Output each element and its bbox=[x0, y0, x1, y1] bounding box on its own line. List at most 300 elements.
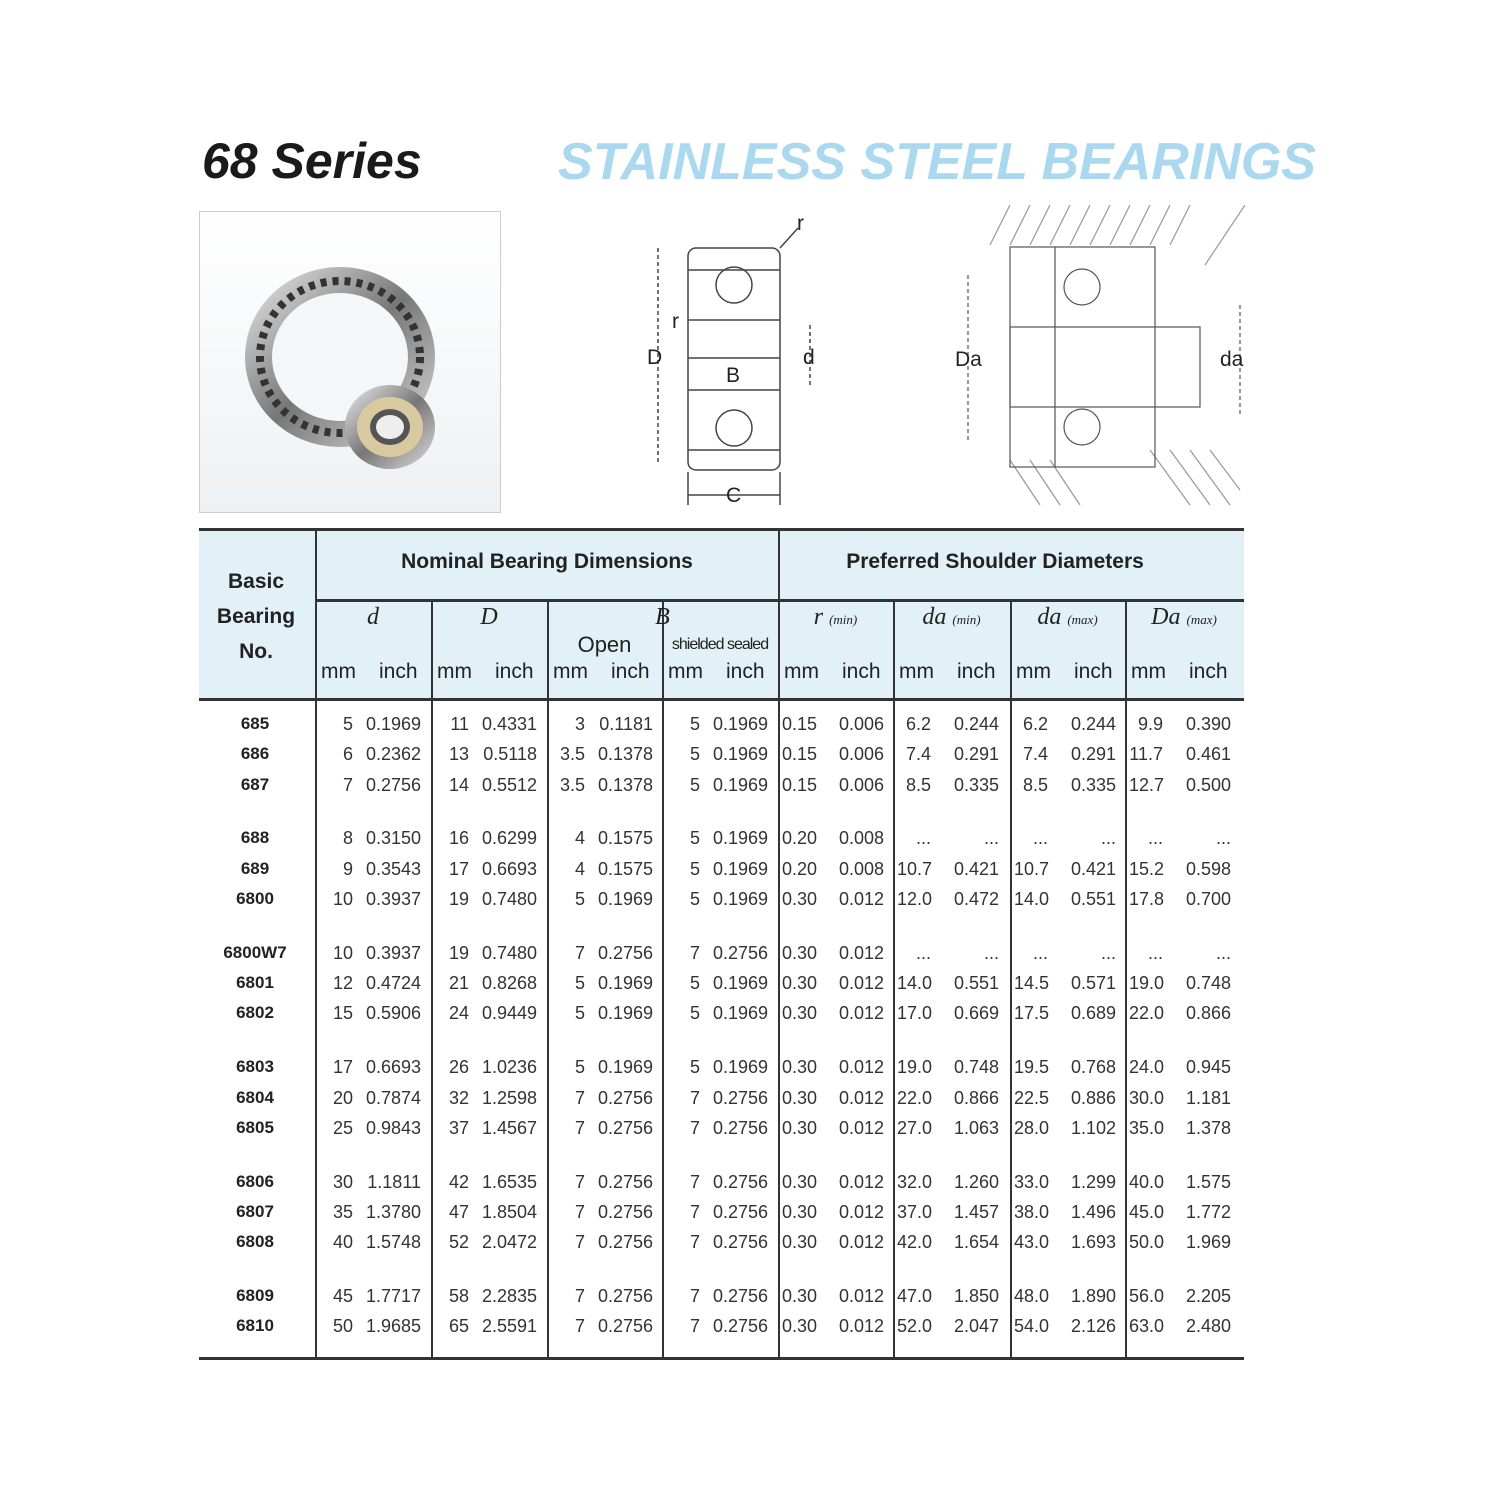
mm-value: 8.5 bbox=[905, 774, 931, 795]
symbol: r bbox=[813, 604, 824, 630]
mm-value: 5 bbox=[342, 714, 353, 734]
inch-value: 0.2756 bbox=[712, 1232, 768, 1253]
bearing-number: 687 bbox=[240, 774, 270, 794]
column-symbol bbox=[778, 604, 893, 631]
inch-value: 0.2756 bbox=[597, 1201, 653, 1222]
inch-value: 0.7480 bbox=[481, 889, 537, 909]
inch-value: 0.9843 bbox=[365, 1117, 421, 1138]
series-title: 68 Series bbox=[202, 133, 422, 189]
bearing-number: 6806 bbox=[236, 1171, 274, 1191]
inch-value: ... bbox=[1215, 942, 1231, 963]
inch-value: 0.012 bbox=[838, 1087, 884, 1108]
mm-value: 14 bbox=[448, 774, 469, 795]
mm-value: 15 bbox=[332, 1003, 353, 1024]
mm-value: 5 bbox=[689, 973, 700, 994]
mm-value: 19 bbox=[448, 889, 469, 909]
column-symbol bbox=[893, 604, 1010, 631]
bearing-number: 6807 bbox=[236, 1201, 274, 1221]
bearing-illustration bbox=[200, 212, 500, 512]
inch-value: 0.2756 bbox=[597, 1286, 653, 1306]
inch-value: 1.8504 bbox=[481, 1201, 537, 1222]
mm-value: 17.0 bbox=[897, 1003, 933, 1024]
mm-value: 5 bbox=[574, 973, 585, 994]
table-bottom-rule bbox=[199, 1357, 1244, 1360]
inch-value: 1.260 bbox=[953, 1171, 999, 1192]
inch-value: 0.012 bbox=[838, 1316, 884, 1337]
mm-value: 15.2 bbox=[1129, 858, 1165, 879]
shoulder-diagram bbox=[950, 205, 1250, 510]
inch-value: 0.4724 bbox=[365, 973, 421, 994]
mm-value: 37.0 bbox=[897, 1201, 933, 1222]
mm-value: 11 bbox=[450, 714, 469, 734]
inch-value: 0.5512 bbox=[481, 774, 537, 795]
inch-value: 0.2756 bbox=[597, 1316, 653, 1337]
mm-value: 7 bbox=[689, 1201, 700, 1222]
mm-value: 0.30 bbox=[782, 1117, 818, 1138]
inch-value: ... bbox=[983, 942, 999, 963]
mm-value: 9 bbox=[342, 858, 353, 879]
label-D: D bbox=[647, 346, 663, 369]
column-divider bbox=[1125, 600, 1127, 1358]
inch-value: ... bbox=[983, 828, 999, 849]
mm-value: 19.5 bbox=[1014, 1057, 1050, 1078]
mm-value: 5 bbox=[689, 889, 700, 909]
mm-value: 0.30 bbox=[782, 1286, 818, 1306]
inch-value: 0.461 bbox=[1185, 744, 1231, 765]
inch-value: 1.969 bbox=[1185, 1232, 1231, 1253]
column-symbol bbox=[315, 604, 431, 631]
mm-value: 13 bbox=[448, 744, 469, 765]
inch-value: 0.1969 bbox=[597, 1057, 653, 1078]
mm-value: 56.0 bbox=[1129, 1286, 1165, 1306]
symbol-subscript: (max) bbox=[1186, 612, 1217, 627]
inch-value: 0.4331 bbox=[481, 714, 537, 734]
inch-value: 0.3543 bbox=[365, 858, 421, 879]
bearing-number: 6805 bbox=[236, 1117, 274, 1137]
mm-value: 22.0 bbox=[1129, 1003, 1165, 1024]
mm-value: 17.5 bbox=[1014, 1003, 1050, 1024]
inch-value: 0.012 bbox=[838, 1201, 884, 1222]
inch-value: 0.866 bbox=[1185, 1003, 1231, 1024]
mm-value: 5 bbox=[689, 1003, 700, 1024]
inch-value: 1.3780 bbox=[365, 1201, 421, 1222]
mm-value: 22.5 bbox=[1014, 1087, 1050, 1108]
inch-value: 0.1969 bbox=[712, 1057, 768, 1078]
mm-value: 0.30 bbox=[782, 1171, 818, 1192]
inch-value: 2.2835 bbox=[481, 1286, 537, 1306]
inch-value: 0.2756 bbox=[597, 942, 653, 963]
inch-value: 0.1969 bbox=[712, 889, 768, 909]
b-open-label: Open bbox=[577, 632, 632, 657]
mm-value: 7 bbox=[574, 1087, 585, 1108]
inch-value: 0.012 bbox=[838, 1057, 884, 1078]
unit-inch: inch bbox=[842, 660, 881, 683]
inch-value: 1.850 bbox=[953, 1286, 999, 1306]
bearing-number: 6804 bbox=[236, 1087, 274, 1107]
mm-value: 7 bbox=[342, 774, 353, 795]
mm-value: 7 bbox=[689, 1087, 700, 1108]
mm-value: 5 bbox=[689, 858, 700, 879]
column-divider bbox=[778, 530, 780, 1358]
shoulder-diameters-header: Preferred Shoulder Diameters bbox=[846, 550, 1144, 573]
inch-value: 0.1378 bbox=[597, 774, 653, 795]
b-shielded-label: shielded sealed bbox=[671, 636, 769, 653]
inch-value: 0.1969 bbox=[712, 828, 768, 849]
mm-value: ... bbox=[1032, 942, 1048, 963]
mm-value: 7 bbox=[689, 1117, 700, 1138]
inch-value: 1.7717 bbox=[365, 1286, 421, 1306]
inch-value: 0.244 bbox=[953, 714, 999, 734]
unit-mm: mm bbox=[899, 660, 934, 683]
inch-value: 0.551 bbox=[1070, 889, 1116, 909]
symbol: da bbox=[1037, 604, 1062, 630]
inch-value: 0.006 bbox=[838, 744, 884, 765]
mm-value: 0.30 bbox=[782, 1057, 818, 1078]
mm-value: 21 bbox=[448, 973, 469, 994]
inch-value: 0.7874 bbox=[365, 1087, 421, 1108]
inch-value: 0.945 bbox=[1185, 1057, 1231, 1078]
mm-value: 17 bbox=[332, 1057, 353, 1078]
symbol-subscript: (min) bbox=[952, 612, 981, 627]
mm-value: ... bbox=[915, 828, 931, 849]
mm-value: 5 bbox=[689, 714, 700, 734]
mm-value: 0.30 bbox=[782, 1087, 818, 1108]
column-divider bbox=[315, 530, 317, 1358]
mm-value: 40 bbox=[332, 1232, 353, 1253]
mm-value: 48.0 bbox=[1014, 1286, 1050, 1306]
inch-value: 1.299 bbox=[1070, 1171, 1116, 1192]
unit-inch: inch bbox=[1189, 660, 1228, 683]
mm-value: 0.30 bbox=[782, 1201, 818, 1222]
nominal-dimensions-header: Nominal Bearing Dimensions bbox=[401, 550, 693, 573]
mm-value: 0.15 bbox=[782, 714, 818, 734]
inch-value: 0.335 bbox=[1070, 774, 1116, 795]
bearing-number: 685 bbox=[240, 714, 270, 733]
mm-value: ... bbox=[1032, 828, 1048, 849]
inch-value: 0.8268 bbox=[481, 973, 537, 994]
inch-value: 0.008 bbox=[838, 828, 884, 849]
mm-value: 28.0 bbox=[1014, 1117, 1050, 1138]
bearing-number: 688 bbox=[240, 828, 270, 848]
bearing-number: 6802 bbox=[236, 1003, 274, 1023]
mm-value: 5 bbox=[574, 889, 585, 909]
inch-value: 0.012 bbox=[838, 942, 884, 963]
inch-value: 0.571 bbox=[1070, 973, 1116, 994]
inch-value: 0.768 bbox=[1070, 1057, 1116, 1078]
inch-value: 0.1969 bbox=[712, 714, 768, 734]
unit-mm: mm bbox=[1016, 660, 1051, 683]
column-symbol bbox=[547, 604, 778, 631]
bearing-number: 6808 bbox=[236, 1232, 274, 1252]
mm-value: 7 bbox=[689, 1171, 700, 1192]
inch-value: 1.772 bbox=[1185, 1201, 1231, 1222]
inch-value: 0.012 bbox=[838, 889, 884, 909]
label-Da: Da bbox=[955, 348, 982, 371]
mm-value: 45.0 bbox=[1129, 1201, 1165, 1222]
mm-value: 7 bbox=[574, 1171, 585, 1192]
mm-value: 33.0 bbox=[1014, 1171, 1050, 1192]
inch-value: 0.1969 bbox=[712, 774, 768, 795]
mm-value: 12.7 bbox=[1129, 774, 1165, 795]
inch-value: 0.006 bbox=[838, 774, 884, 795]
inch-value: 1.2598 bbox=[481, 1087, 537, 1108]
mm-value: 0.30 bbox=[782, 973, 818, 994]
mm-value: 0.30 bbox=[782, 1232, 818, 1253]
inch-value: 0.390 bbox=[1185, 714, 1231, 734]
inch-value: 1.496 bbox=[1070, 1201, 1116, 1222]
label-d: d bbox=[803, 346, 815, 369]
inch-value: 0.3937 bbox=[365, 889, 421, 909]
mm-value: 8.5 bbox=[1022, 774, 1048, 795]
mm-value: 19 bbox=[448, 942, 469, 963]
inch-value: ... bbox=[1100, 942, 1116, 963]
inch-value: 1.378 bbox=[1185, 1117, 1231, 1138]
label-C: C bbox=[726, 484, 742, 507]
column-symbol bbox=[1125, 604, 1243, 631]
mm-value: 58 bbox=[448, 1286, 469, 1306]
mm-value: 0.15 bbox=[782, 744, 818, 765]
inch-value: 0.2756 bbox=[597, 1171, 653, 1192]
inch-value: ... bbox=[1215, 828, 1231, 849]
inch-value: 0.291 bbox=[953, 744, 999, 765]
inch-value: 0.6693 bbox=[365, 1057, 421, 1078]
header-line: No. bbox=[239, 640, 273, 663]
column-symbol bbox=[431, 604, 547, 631]
mm-value: 26 bbox=[448, 1057, 469, 1078]
mm-value: 0.30 bbox=[782, 1316, 818, 1337]
mm-value: 7 bbox=[574, 1232, 585, 1253]
inch-value: 0.551 bbox=[953, 973, 999, 994]
unit-mm: mm bbox=[1131, 660, 1166, 683]
mm-value: 7 bbox=[574, 942, 585, 963]
mm-value: 14.0 bbox=[897, 973, 933, 994]
bearing-number: 6801 bbox=[236, 973, 274, 993]
inch-value: 0.006 bbox=[838, 714, 884, 734]
inch-value: 0.669 bbox=[953, 1003, 999, 1024]
inch-value: 0.2756 bbox=[712, 1201, 768, 1222]
mm-value: 3.5 bbox=[559, 744, 585, 765]
inch-value: 0.1969 bbox=[365, 714, 421, 734]
bearing-number: 6800W7 bbox=[223, 942, 287, 962]
product-title: STAINLESS STEEL BEARINGS bbox=[558, 133, 1316, 191]
inch-value: 0.012 bbox=[838, 1232, 884, 1253]
inch-value: 0.2756 bbox=[712, 942, 768, 963]
inch-value: 1.0236 bbox=[481, 1057, 537, 1078]
inch-value: 2.205 bbox=[1185, 1286, 1231, 1306]
mm-value: 7 bbox=[689, 1286, 700, 1306]
inch-value: 0.012 bbox=[838, 973, 884, 994]
inch-value: 0.421 bbox=[1070, 858, 1116, 879]
mm-value: 3.5 bbox=[559, 774, 585, 795]
mm-value: 32.0 bbox=[897, 1171, 933, 1192]
symbol: D bbox=[480, 604, 498, 630]
mm-value: 10.7 bbox=[897, 858, 933, 879]
inch-value: 0.6299 bbox=[481, 828, 537, 849]
symbol-subscript: (min) bbox=[829, 612, 858, 627]
unit-mm: mm bbox=[553, 660, 588, 683]
mm-value: 0.20 bbox=[782, 858, 818, 879]
unit-mm: mm bbox=[321, 660, 356, 683]
inch-value: 0.3937 bbox=[365, 942, 421, 963]
inch-value: 0.748 bbox=[1185, 973, 1231, 994]
inch-value: 0.291 bbox=[1070, 744, 1116, 765]
inch-value: 1.654 bbox=[953, 1232, 999, 1253]
mm-value: 7 bbox=[574, 1286, 585, 1306]
inch-value: 0.335 bbox=[953, 774, 999, 795]
mm-value: 19.0 bbox=[897, 1057, 933, 1078]
inch-value: 0.2756 bbox=[712, 1316, 768, 1337]
bearing-number: 689 bbox=[240, 858, 270, 878]
mm-value: 5 bbox=[689, 744, 700, 765]
mm-value: 6 bbox=[342, 744, 353, 765]
mm-value: 20 bbox=[332, 1087, 353, 1108]
bearing-number: 6809 bbox=[236, 1286, 274, 1305]
mm-value: 14.5 bbox=[1014, 973, 1050, 994]
mm-value: 10 bbox=[332, 889, 353, 909]
mm-value: 9.9 bbox=[1137, 714, 1163, 734]
mm-value: 32 bbox=[448, 1087, 469, 1108]
mm-value: 7 bbox=[689, 942, 700, 963]
mm-value: 7 bbox=[574, 1201, 585, 1222]
mm-value: 7 bbox=[574, 1117, 585, 1138]
bearing-number: 6803 bbox=[236, 1057, 274, 1077]
mm-value: 5 bbox=[689, 774, 700, 795]
inch-value: 1.6535 bbox=[481, 1171, 537, 1192]
mm-value: 52 bbox=[448, 1232, 469, 1253]
inch-value: 2.5591 bbox=[481, 1316, 537, 1337]
mm-value: 5 bbox=[689, 828, 700, 849]
inch-value: 0.748 bbox=[953, 1057, 999, 1078]
inch-value: 0.6693 bbox=[481, 858, 537, 879]
header-line: Bearing bbox=[216, 605, 296, 628]
inch-value: 1.693 bbox=[1070, 1232, 1116, 1253]
mm-value: 8 bbox=[342, 828, 353, 849]
mm-value: 7 bbox=[689, 1316, 700, 1337]
header-line: Basic bbox=[227, 570, 285, 593]
mm-value: 25 bbox=[332, 1117, 353, 1138]
inch-value: 0.689 bbox=[1070, 1003, 1116, 1024]
mm-value: 42.0 bbox=[897, 1232, 933, 1253]
inch-value: 0.2756 bbox=[712, 1117, 768, 1138]
inch-value: 0.244 bbox=[1070, 714, 1116, 734]
mm-value: 0.15 bbox=[782, 774, 818, 795]
label-da: da bbox=[1220, 348, 1244, 371]
mm-value: 0.30 bbox=[782, 889, 818, 909]
symbol: B bbox=[655, 604, 670, 630]
inch-value: 0.012 bbox=[838, 1003, 884, 1024]
inch-value: 0.1969 bbox=[712, 744, 768, 765]
inch-value: 0.421 bbox=[953, 858, 999, 879]
inch-value: 1.457 bbox=[953, 1201, 999, 1222]
inch-value: 0.1969 bbox=[712, 858, 768, 879]
mm-value: 17.8 bbox=[1129, 889, 1165, 909]
mm-value: 38.0 bbox=[1014, 1201, 1050, 1222]
mm-value: 43.0 bbox=[1014, 1232, 1050, 1253]
mm-value: ... bbox=[1147, 828, 1163, 849]
mm-value: 52.0 bbox=[897, 1316, 933, 1337]
inch-value: 1.063 bbox=[953, 1117, 999, 1138]
mm-value: 19.0 bbox=[1129, 973, 1165, 994]
inch-value: 0.2756 bbox=[597, 1232, 653, 1253]
mm-value: 27.0 bbox=[897, 1117, 933, 1138]
unit-inch: inch bbox=[1074, 660, 1113, 683]
mm-value: 0.20 bbox=[782, 828, 818, 849]
inch-value: 1.102 bbox=[1070, 1117, 1116, 1138]
inch-value: 0.2756 bbox=[712, 1286, 768, 1306]
header-divider bbox=[316, 599, 1244, 602]
mm-value: 14.0 bbox=[1014, 889, 1050, 909]
mm-value: 24 bbox=[448, 1003, 469, 1024]
inch-value: ... bbox=[1100, 828, 1116, 849]
label-B: B bbox=[726, 364, 741, 387]
mm-value: 10 bbox=[332, 942, 353, 963]
mm-value: 35 bbox=[332, 1201, 353, 1222]
inch-value: 0.008 bbox=[838, 858, 884, 879]
label-r-top: r bbox=[797, 212, 804, 235]
unit-inch: inch bbox=[495, 660, 534, 683]
unit-mm: mm bbox=[784, 660, 819, 683]
inch-value: 0.1969 bbox=[597, 973, 653, 994]
symbol: d bbox=[367, 604, 379, 630]
inch-value: 0.1969 bbox=[712, 973, 768, 994]
inch-value: 1.9685 bbox=[365, 1316, 421, 1337]
inch-value: 1.4567 bbox=[481, 1117, 537, 1138]
mm-value: 54.0 bbox=[1014, 1316, 1050, 1337]
bearing-number: 6810 bbox=[236, 1316, 274, 1336]
unit-inch: inch bbox=[611, 660, 650, 683]
mm-value: 12.0 bbox=[897, 889, 933, 909]
inch-value: 0.2756 bbox=[712, 1087, 768, 1108]
mm-value: 5 bbox=[574, 1003, 585, 1024]
inch-value: 2.480 bbox=[1185, 1316, 1231, 1337]
inch-value: 0.2362 bbox=[365, 744, 421, 765]
mm-value: 7.4 bbox=[905, 744, 931, 765]
inch-value: 0.012 bbox=[838, 1171, 884, 1192]
mm-value: 30 bbox=[332, 1171, 353, 1192]
unit-inch: inch bbox=[726, 660, 765, 683]
mm-value: 22.0 bbox=[897, 1087, 933, 1108]
mm-value: 63.0 bbox=[1129, 1316, 1165, 1337]
mm-value: 7 bbox=[574, 1316, 585, 1337]
inch-value: 0.866 bbox=[953, 1087, 999, 1108]
mm-value: 5 bbox=[574, 1057, 585, 1078]
mm-value: 7.4 bbox=[1022, 744, 1048, 765]
inch-value: 0.5118 bbox=[483, 744, 537, 765]
bearing-number: 6800 bbox=[236, 889, 274, 908]
inch-value: 0.598 bbox=[1185, 858, 1231, 879]
symbol-subscript: (max) bbox=[1067, 612, 1098, 627]
column-divider bbox=[662, 630, 663, 1358]
mm-value: 37 bbox=[448, 1117, 469, 1138]
mm-value: 16 bbox=[448, 828, 469, 849]
mm-value: 3 bbox=[574, 714, 585, 734]
mm-value: 47.0 bbox=[897, 1286, 933, 1306]
inch-value: 2.047 bbox=[953, 1316, 999, 1337]
inch-value: 0.3150 bbox=[365, 828, 421, 849]
label-r-side: r bbox=[672, 310, 679, 333]
symbol: Da bbox=[1151, 604, 1181, 630]
mm-value: 42 bbox=[448, 1171, 469, 1192]
mm-value: 6.2 bbox=[1022, 714, 1048, 734]
inch-value: 0.2756 bbox=[597, 1087, 653, 1108]
mm-value: 6.2 bbox=[905, 714, 931, 734]
inch-value: 0.012 bbox=[838, 1286, 884, 1306]
inch-value: 0.5906 bbox=[365, 1003, 421, 1024]
unit-inch: inch bbox=[957, 660, 996, 683]
inch-value: 0.700 bbox=[1185, 889, 1231, 909]
mm-value: 17 bbox=[448, 858, 469, 879]
inch-value: 0.2756 bbox=[365, 774, 421, 795]
